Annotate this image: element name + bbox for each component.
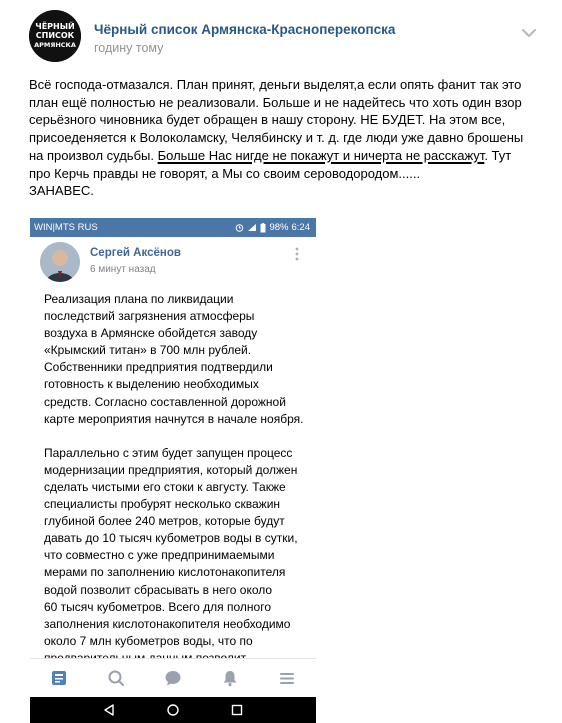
inner-text-line: Реализация плана по ликвидации — [44, 292, 234, 306]
group-name-link[interactable]: Чёрный список Армянска-Красноперекопска — [94, 22, 396, 37]
paragraph-gap — [44, 428, 309, 445]
messages-icon — [164, 669, 182, 687]
notifications-icon — [221, 669, 239, 687]
group-avatar[interactable] — [29, 10, 81, 62]
inner-text-line: около 7 млн кубометров воды, что по — [44, 633, 253, 648]
post-text-line: ЗАНАВЕС. — [29, 183, 94, 199]
signal-icon — [247, 223, 257, 232]
inner-text-line: что совместно с уже предпринимаемыми — [44, 548, 275, 563]
inner-post-text — [44, 291, 309, 667]
author-name: Сергей Аксёнов — [90, 247, 181, 259]
inner-text-line: средств. Согласно составленной дорожной — [44, 394, 286, 409]
person-photo — [40, 242, 80, 282]
inner-text-line: воздуха в Армянске обойдется заводу — [44, 326, 258, 341]
more-vertical-icon — [294, 246, 300, 262]
status-indicators — [235, 222, 310, 233]
post-text — [29, 76, 539, 200]
android-nav-bar — [30, 697, 316, 723]
post-header — [0, 0, 562, 72]
inner-text-line: готовность к выделению необходимых — [44, 377, 259, 392]
post-text-line — [29, 147, 539, 165]
app-tab-bar — [30, 658, 316, 697]
home-icon — [166, 703, 180, 717]
inner-text-line: сделать чистыми его стоки к августу. Также — [44, 479, 286, 494]
author-avatar — [40, 242, 80, 282]
inner-text-line: карте мероприятия начнутся в начале ноября. — [44, 411, 304, 426]
inner-text-line: 60 тысяч кубометров. Всего для полного — [44, 599, 271, 614]
inner-text-line: давать до 10 тысяч кубометров воды в сутки, — [44, 531, 298, 546]
post-text-line: про Керчь правды не говорят, а Мы со своим сероводородом...... — [29, 165, 421, 181]
attached-screenshot[interactable] — [30, 218, 316, 723]
inner-text-line: модернизации предприятия, который должен — [44, 462, 298, 477]
inner-text-line: заполнения кислотонакопителя необходимо — [44, 616, 291, 631]
logo-line-3: АРМЯНСКА — [34, 41, 76, 49]
group-logo — [29, 10, 81, 62]
chevron-down-icon[interactable] — [520, 26, 538, 40]
search-icon — [107, 669, 125, 687]
inner-text-line: глубиной более 240 метров, которые будут — [44, 514, 285, 529]
news-icon — [50, 669, 68, 687]
post-time[interactable]: годину тому — [94, 41, 164, 55]
alarm-icon — [235, 223, 244, 232]
logo-line-2: СПИСОК — [35, 31, 75, 40]
inner-text-line: водой позволит сбрасывать в него около — [44, 582, 273, 597]
inner-text-line: «Крымский титан» в 700 млн рублей. — [44, 343, 252, 358]
inner-text-line: Параллельно с этим будет запущен процесс — [44, 445, 293, 460]
clock: 6:24 — [291, 222, 310, 233]
battery-level: 98% — [269, 222, 289, 233]
inner-post-header — [30, 237, 316, 287]
text-segment: . Тут — [484, 147, 512, 163]
inner-post-time: 6 минут назад — [90, 264, 156, 275]
post-text-line: план ещё полностью не реализовали. Больше и не надейтесь что хоть один взор — [29, 94, 522, 110]
carrier-label: WIN|MTS RUS — [34, 222, 98, 233]
text-segment: на произвол судьбы. — [29, 147, 158, 163]
inner-text-line: мерами по заполнению кислотонакопителя — [44, 565, 286, 580]
underlined-phrase: Больше Нас нигде не покажут и ничерта не расскажут — [157, 147, 485, 163]
phone-status-bar — [30, 218, 316, 237]
post-text-line: серьёзного чиновника будет обращен в нашу сторону. НЕ БУДЕТ. На этом все, — [29, 112, 506, 128]
menu-icon — [278, 669, 296, 687]
battery-icon — [260, 223, 266, 233]
post-text-line: Всё господа-отмазался. План принят, деньги выделят,а если опять фанит так это — [29, 77, 522, 92]
logo-line-1: ЧЁРНЫЙ — [35, 22, 75, 31]
inner-text-line: последствий загрязнения атмосферы — [44, 309, 255, 324]
inner-text-line: специалисты пробурят несколько скважин — [44, 497, 281, 512]
back-icon — [102, 703, 116, 717]
post-text-line: присоеденяется к Волоколамску, Челябинску и т. д. где люди уже давно брошены — [29, 130, 524, 146]
recents-icon — [230, 703, 244, 717]
inner-text-line: Собственники предприятия подтвердили — [44, 360, 273, 375]
